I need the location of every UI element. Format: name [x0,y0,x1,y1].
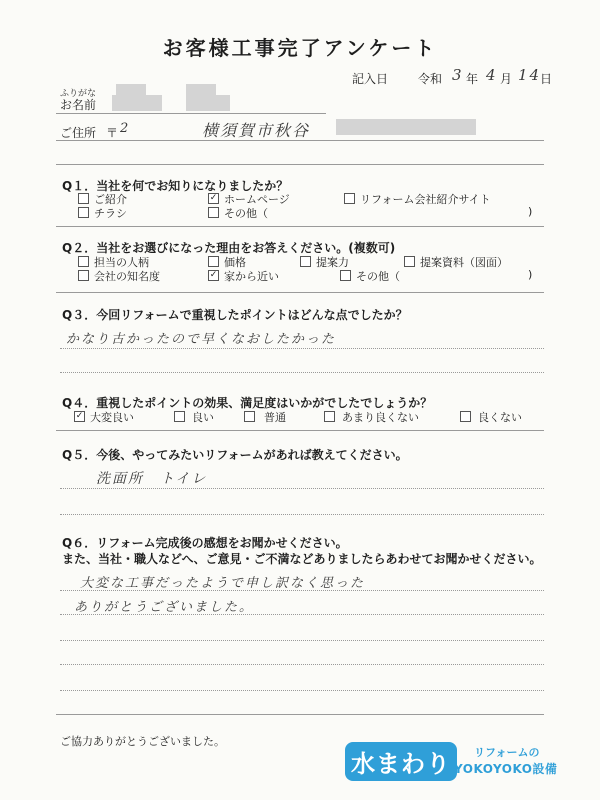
q4-checkbox-good[interactable] [174,411,185,422]
address-underline [56,140,544,141]
q1-checkbox-site[interactable] [344,193,355,204]
q1-question: Q１．当社を何でお知りになりましたか？ [62,179,289,193]
q1-checkbox-flyer[interactable] [78,207,89,218]
q2-checkbox-proposal[interactable] [300,256,311,267]
q2-checkbox-drawings[interactable] [404,256,415,267]
q4-option-good: 良い [192,411,214,424]
q2-option-price: 価格 [224,256,246,269]
entry-year-unit: 年 [466,72,479,86]
address-hand: 横須賀市秋谷 [202,121,311,140]
q1-option-other: その他（ [224,207,268,220]
q4-checkbox-average[interactable] [244,411,255,422]
entry-date-label: 記入日 [352,72,389,86]
q3-answer-line [60,372,544,373]
entry-month-unit: 月 [500,72,513,86]
name-underline [56,113,326,114]
q1-checkbox-other[interactable] [208,207,219,218]
page-title: お客様工事完了アンケート [162,36,438,60]
q2-option-staff: 担当の人柄 [94,256,149,269]
q6-answer-line [60,590,544,591]
q2-checkbox-price[interactable] [208,256,219,267]
q5-question: Q５．今後、やってみたいリフォームがあれば教えてください。 [62,448,408,462]
entry-day-unit: 日 [540,72,553,86]
q5-answer: 洗面所 トイレ [96,471,208,487]
entry-month: 4 [486,66,498,84]
q2-option-proposal: 提案力 [316,256,349,269]
q2-close-paren: ) [528,268,533,281]
q4-question: Q４．重視したポイントの効果、満足度はいかがでしたでしょうか？ [62,396,433,410]
q6-answer-line [60,664,544,665]
entry-era: 令和 [418,72,443,86]
q2-option-nearby: 家から近い [224,270,279,283]
q4-checkbox-not-so-good[interactable] [324,411,335,422]
q1-checkbox-homepage[interactable]: ✓ [209,193,218,203]
redacted-address [336,119,476,135]
entry-day: 14 [518,66,542,84]
q1-close-paren: ) [528,205,533,218]
q2-checkbox-staff[interactable] [78,256,89,267]
q6-answer-line [60,640,544,641]
q2-option-drawings: 提案資料（図面） [420,256,508,269]
q4-option-very-good: 大変良い [90,411,134,424]
q2-checkbox-reputation[interactable] [78,270,89,281]
q1-option-homepage: ホームページ [224,193,290,206]
postal-mark: 〒 [106,126,119,140]
q4-checkbox-very-good[interactable]: ✓ [75,411,84,421]
q6-answer-line-2: ありがとうございました。 [74,600,255,615]
furigana-label: ふりがな [60,89,97,99]
q6-question: Q６．リフォーム完成後の感想をお聞かせください。 [62,536,348,550]
q3-question: Q３．今回リフォームで重視したポイントはどんな点でしたか？ [62,308,408,322]
company-logo-name: YOKOYOKO設備 [454,762,558,776]
q3-answer-line [60,348,544,349]
q5-answer-line [60,514,544,515]
q6-answer-line [60,614,544,615]
thanks-text: ご協力ありがとうございました。 [60,735,225,748]
postal-code-hand: 2 [120,121,131,136]
redacted-name [186,95,230,111]
q4-option-average: 普通 [264,411,286,424]
q6-answer-line [60,690,544,691]
q4-option-bad: 良くない [478,411,522,424]
name-label: お名前 [60,98,97,112]
q2-divider [56,292,544,293]
q5-answer-line [60,488,544,489]
q4-option-not-so-good: あまり良くない [342,411,419,424]
address-label: ご住所 [60,126,97,140]
q2-option-reputation: 会社の知名度 [94,270,160,283]
redacted-name [112,95,162,111]
q1-divider [56,226,544,227]
q1-option-site: リフォーム会社紹介サイト [360,193,491,206]
address-underline-2 [56,164,544,165]
q2-checkbox-other[interactable] [340,270,351,281]
q2-checkbox-nearby[interactable]: ✓ [209,270,218,280]
q6-divider [56,714,544,715]
company-logo-sub: リフォームの [474,746,540,759]
q6-answer-line-1: 大変な工事だったようで申し訳なく思った [80,576,366,591]
q1-option-flyer: チラシ [94,207,127,220]
q4-divider [56,430,544,431]
q4-checkbox-bad[interactable] [460,411,471,422]
q2-option-other: その他（ [356,270,400,283]
entry-year: 3 [452,66,464,84]
company-logo-main: 水まわり [345,742,457,781]
q3-answer: かなり古かったので早くなおしたかった [66,332,337,347]
q1-checkbox-referral[interactable] [78,193,89,204]
q2-question: Q２．当社をお選びになった理由をお答えください。(複数可) [62,241,396,255]
q1-option-referral: ご紹介 [94,193,127,206]
q6-question-2: また、当社・職人などへ、ご意見・ご不満などありましたらあわせてお聞かせください。 [62,552,542,566]
